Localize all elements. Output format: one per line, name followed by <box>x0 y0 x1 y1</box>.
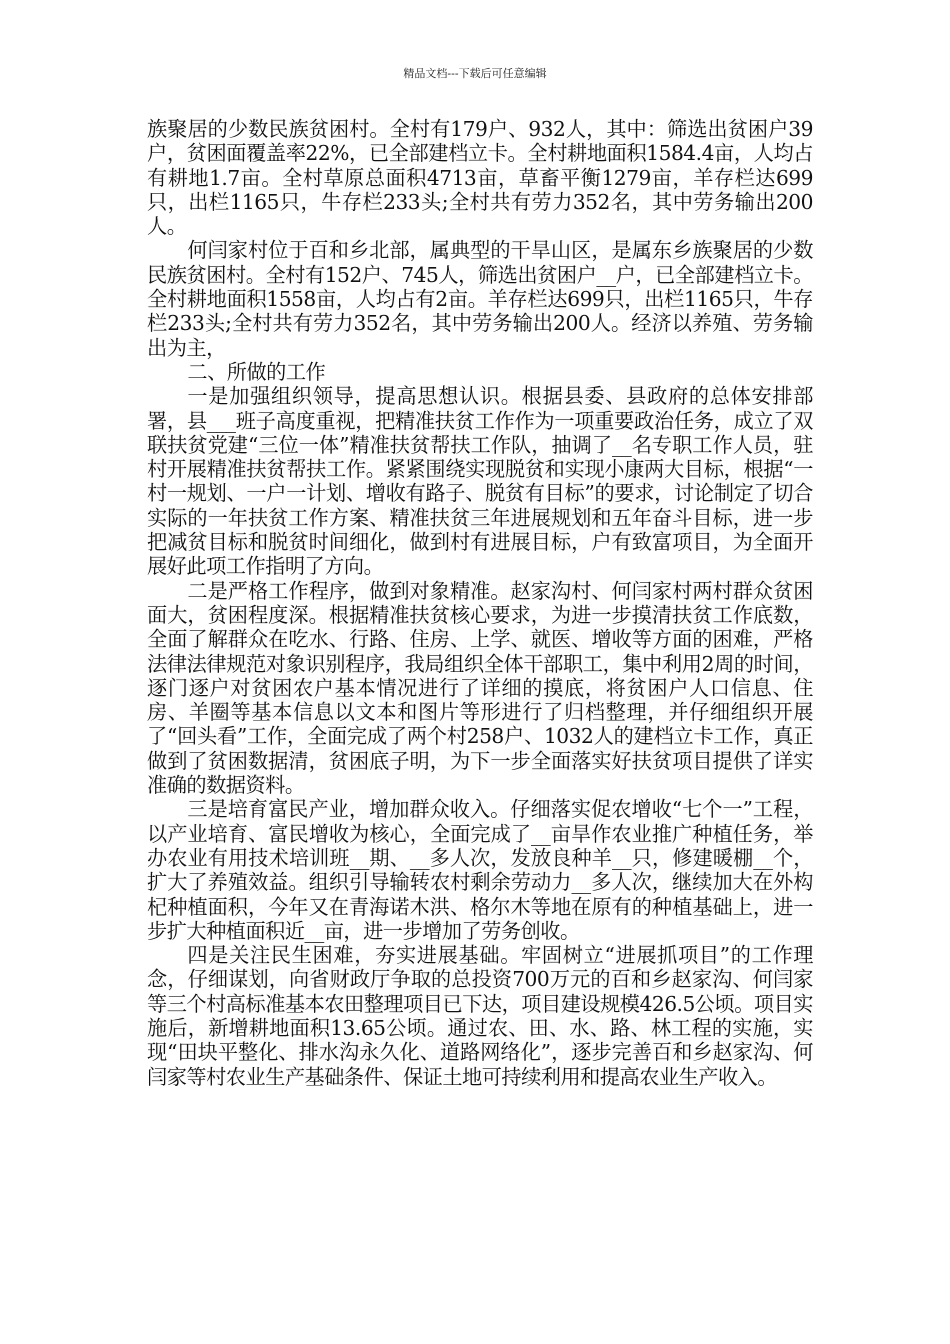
paragraph-5: 三是培育富民产业，增加群众收入。仔细落实促农增收“七个一”工程，以产业培育、富民增收为核心，全面完成了__亩旱作农业推广种植任务，举办农业有用技术培训班__期、__多人次，发放良种羊__只，修建暖棚__个，扩大了养殖效益。组织引导输转农村剩余劳动力__多人次，继续加大在外构杞种植面积，今年又在青海诺木洪、格尔木等地在原有的种植基础上，进一步扩大种植面积近__亩，进一步增加了劳务创收。 <box>147 797 813 943</box>
paragraph-2: 何闫家村位于百和乡北部，属典型的干旱山区，是属东乡族聚居的少数民族贫困村。全村有152户、745人，筛选出贫困户__户，已全部建档立卡。全村耕地面积1558亩，人均占有2亩。羊存栏达699只，出栏1165只，牛存栏233头;全村共有劳力352名，其中劳务输出200人。经济以养殖、劳务输出为主， <box>147 238 813 360</box>
paragraph-4: 二是严格工作程序，做到对象精准。赵家沟村、何闫家村两村群众贫困面大，贫困程度深。根据精准扶贫核心要求，为进一步摸清扶贫工作底数，全面了解群众在吃水、行路、住房、上学、就医、增收等方面的困难，严格法律法律规范对象识别程序，我局组织全体干部职工，集中利用2周的时间，逐门逐户对贫困农户基本情况进行了详细的摸底，将贫困户人口信息、住房、羊圈等基本信息以文本和图片等形进行了归档整理，并仔细组织开展了“回头看”工作，全面完成了两个村258户、1032人的建档立卡工作，真正做到了贫困数据清，贫困底子明，为下一步全面落实好扶贫项目提供了详实准确的数据资料。 <box>147 578 813 798</box>
paragraph-1: 族聚居的少数民族贫困村。全村有179户、932人，其中：筛选出贫困户39户，贫困面覆盖率22%，已全部建档立卡。全村耕地面积1584.4亩，人均占有耕地1.7亩。全村草原总面积4713亩，草畜平衡1279亩，羊存栏达699只，出栏1165只，牛存栏233头;全村共有劳力352名，其中劳务输出200人。 <box>147 117 813 239</box>
section-heading: 二、所做的工作 <box>187 359 326 384</box>
page-header: 精品文档---下载后可任意编辑 <box>403 67 547 80</box>
paragraph-3: 一是加强组织领导，提高思想认识。根据县委、县政府的总体安排部署，县___班子高度重视，把精准扶贫工作作为一项重要政治任务，成立了双联扶贫党建“三位一体”精准扶贫帮扶工作队，抽调了__名专职工作人员，驻村开展精准扶贫帮扶工作。紧紧围绕实现脱贫和实现小康两大目标，根据“一村一规划、一户一计划、增收有路子、脱贫有目标”的要求，讨论制定了切合实际的一年扶贫工作方案、精准扶贫三年进展规划和五年奋斗目标，进一步把减贫目标和脱贫时间细化，做到村有进展目标，户有致富项目，为全面开展好此项工作指明了方向。 <box>147 384 813 579</box>
paragraph-6: 四是关注民生困难，夯实进展基础。牢固树立“进展抓项目”的工作理念，仔细谋划，向省财政厅争取的总投资700万元的百和乡赵家沟、何闫家等三个村高标准基本农田整理项目已下达，项目建设规模426.5公顷。项目实施后，新增耕地面积13.65公顷。通过农、田、水、路、林工程的实施，实现“田块平整化、排水沟永久化、道路网络化”，逐步完善百和乡赵家沟、何闫家等村农业生产基础条件、保证土地可持续利用和提高农业生产收入。 <box>147 943 813 1089</box>
document-body <box>147 117 813 1089</box>
